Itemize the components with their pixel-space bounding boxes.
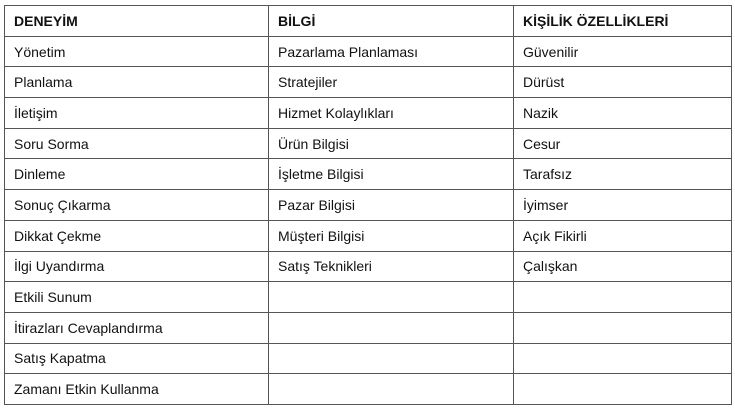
knowledge-cell: Pazarlama Planlaması (269, 36, 514, 67)
experience-cell: Sonuç Çıkarma (5, 190, 269, 221)
personality-cell: Tarafsız (514, 159, 732, 190)
knowledge-cell: Hizmet Kolaylıkları (269, 98, 514, 129)
knowledge-cell (269, 374, 514, 405)
experience-cell: Planlama (5, 67, 269, 98)
table-row (5, 282, 732, 313)
experience-cell: Satış Kapatma (5, 343, 269, 374)
personality-cell (514, 312, 732, 343)
experience-cell: Dinleme (5, 159, 269, 190)
table-row (5, 159, 732, 190)
experience-cell: Zamanı Etkin Kullanma (5, 374, 269, 405)
table-row (5, 374, 732, 405)
table-row (5, 312, 732, 343)
knowledge-cell: Pazar Bilgisi (269, 190, 514, 221)
personality-cell: Nazik (514, 98, 732, 129)
table-row (5, 67, 732, 98)
experience-cell: Etkili Sunum (5, 282, 269, 313)
column-header-personality-traits: KİŞİLİK ÖZELLİKLERİ (514, 6, 732, 37)
experience-cell: Soru Sorma (5, 128, 269, 159)
knowledge-cell (269, 312, 514, 343)
table-row (5, 36, 732, 67)
header-row (5, 6, 732, 37)
table-row (5, 220, 732, 251)
skills-table (4, 5, 732, 405)
personality-cell (514, 282, 732, 313)
column-header-experience: DENEYİM (5, 6, 269, 37)
column-header-knowledge: BİLGİ (269, 6, 514, 37)
table-row (5, 128, 732, 159)
table-row (5, 251, 732, 282)
experience-cell: İtirazları Cevaplandırma (5, 312, 269, 343)
personality-cell: Dürüst (514, 67, 732, 98)
table-row (5, 343, 732, 374)
personality-cell (514, 374, 732, 405)
personality-cell: İyimser (514, 190, 732, 221)
experience-cell: İletişim (5, 98, 269, 129)
experience-cell: Yönetim (5, 36, 269, 67)
knowledge-cell (269, 282, 514, 313)
knowledge-cell: İşletme Bilgisi (269, 159, 514, 190)
personality-cell: Çalışkan (514, 251, 732, 282)
knowledge-cell: Ürün Bilgisi (269, 128, 514, 159)
table-row (5, 190, 732, 221)
personality-cell: Güvenilir (514, 36, 732, 67)
experience-cell: İlgi Uyandırma (5, 251, 269, 282)
knowledge-cell: Müşteri Bilgisi (269, 220, 514, 251)
personality-cell: Açık Fikirli (514, 220, 732, 251)
experience-cell: Dikkat Çekme (5, 220, 269, 251)
knowledge-cell: Satış Teknikleri (269, 251, 514, 282)
table-row (5, 98, 732, 129)
personality-cell (514, 343, 732, 374)
knowledge-cell: Stratejiler (269, 67, 514, 98)
personality-cell: Cesur (514, 128, 732, 159)
knowledge-cell (269, 343, 514, 374)
